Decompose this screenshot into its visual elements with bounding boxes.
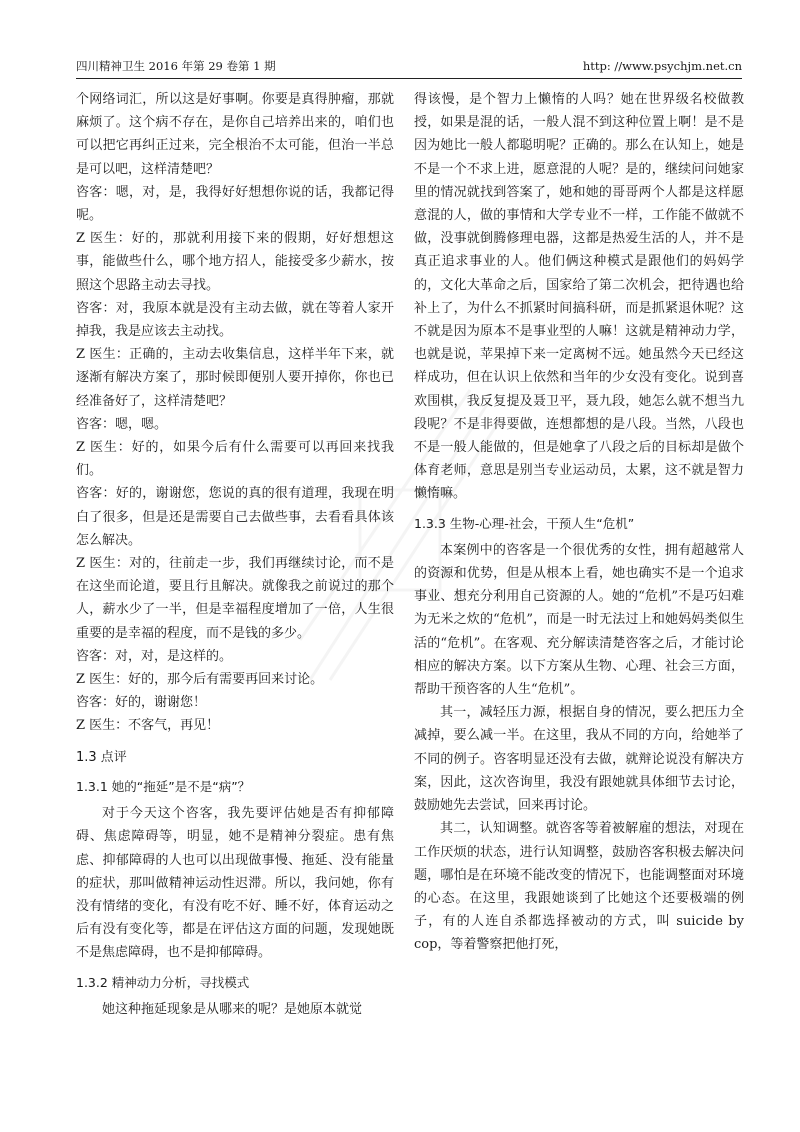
subsection-heading: 1.3.3 生物-心理-社会，干预人生“危机” — [414, 515, 635, 531]
body-paragraph: 她这种拖延现象是从哪来的呢？是她原本就觉 — [102, 1001, 363, 1017]
body-paragraph: Z 医生：正确的，主动去收集信息，这样半年下来，就逐渐有解决方案了，那时候即便别人要开掉你，你也已经准备好了，这样清楚吧？ — [76, 347, 394, 409]
body-paragraph: Z 医生：对的，往前走一步，我们再继续讨论，而不是在这坐而论道，要且行且解决。就像我之前说过的那个人，薪水少了一半，但是幸福程度增加了一倍，人生很重要的是幸福的程度，而不是钱的多少。 — [76, 556, 394, 641]
body-paragraph: Z 医生：不客气，再见！ — [76, 718, 220, 734]
body-paragraph: Z 医生：好的，那今后有需要再回来讨论。 — [76, 672, 324, 688]
body-paragraph: 咨客：好的，谢谢您，您说的真的很有道理，我现在明白了很多，但是还是需要自己去做些事，去看看具体该怎么解决。 — [76, 486, 394, 548]
section-heading: 1.3 点评 — [76, 749, 127, 765]
body-paragraph: Z 医生：好的，那就利用接下来的假期，好好想想这事，能做些什么，哪个地方招人，能接受多少薪水，按照这个思路主动去寻找。 — [76, 231, 394, 293]
body-paragraph: 本案例中的咨客是一个很优秀的女性，拥有超越常人的资源和优势，但是从根本上看，她也确实不是一个追求事业、想充分利用自己资源的人。她的“危机”不是巧妇难为无米之炊的“危机”，而是一时无法过上和她妈妈类似生活的“危机”。在客观、充分解读清楚咨客之后，才能讨论相应的解决方案。以下方案从生物、心理、社会三方面，帮助干预咨客的人生“危机”。 — [414, 542, 744, 698]
body-paragraph: 对于今天这个咨客，我先要评估她是否有抑郁障碍、焦虑障碍等，明显，她不是精神分裂症。患有焦虑、抑郁障碍的人也可以出现做事慢、拖延、没有能量的症状，那叫做精神运动性迟滞。所以，我问她，你有没有情绪的变化，有没有吃不好、睡不好，体育运动之后有没有变化等，都是在评估这方面的问题，发现她既不是焦虑障碍，也不是抑郁障碍。 — [76, 806, 394, 961]
right-column — [414, 88, 744, 957]
subsection-heading: 1.3.1 她的“拖延”是不是“病”？ — [76, 778, 251, 794]
left-column — [76, 88, 394, 1021]
body-paragraph: 其二，认知调整。就咨客等着被解雇的想法，对现在工作厌烦的状态，进行认知调整，鼓励咨客积极去解决问题，哪怕是在环境不能改变的情况下，也能调整面对环境的心态。在这里，我跟她谈到了比她这个还要极端的例子，有的人连自杀都选择被动的方式，叫 suicide by cop，等着警察把他打死， — [414, 821, 744, 953]
body-paragraph: 咨客：嗯，对，是，我得好好想想你说的话，我都记得呢。 — [76, 184, 394, 224]
page-header — [76, 56, 742, 76]
header-rule — [76, 78, 742, 79]
body-paragraph: 咨客：嗯，嗯。 — [76, 416, 168, 432]
body-paragraph: 其一，减轻压力源，根据自身的情况，要么把压力全减掉，要么减一半。在这里，我从不同的方向，给她举了不同的例子。咨客明显还没有去做，就辩论说没有解决方案，因此，这次咨询里，我没有跟她就具体细节去讨论，鼓励她先去尝试，回来再讨论。 — [414, 705, 744, 814]
body-paragraph: 得该慢，是个智力上懒惰的人吗？她在世界级名校做教授，如果是混的话，一般人混不到这种位置上啊！是不是因为她比一般人都聪明呢？正确的。那么在认知上，她是不是一个不求上进，愿意混的人呢？是的，继续问问她家里的情况就找到答案了，她和她的哥哥两个人都是这样愿意混的人，做的事情和大学专业不一样，工作能不做就不做，没事就倒腾修理电器，这都是热爱生活的人，并不是真正追求事业的人。他们俩这种模式是跟他们的妈妈学的，文化大革命之后，国家给了第二次机会，把待遇也给补上了，为什么不抓紧时间搞科研，而是抓紧退休呢？这不就是因为原本不是事业型的人嘛！这就是精神动力学，也就是说，苹果掉下来一定离树不远。她虽然今天已经这样成功，但在认识上依然和当年的少女没有变化。说到喜欢围棋，我反复提及聂卫平，聂九段，她怎么就不想当九段呢？不是非得要做，连想都想的是八段。当然，八段也不是一般人能做的，但是她拿了八段之后的目标却是做个体育老师，意思是别当专业运动员，太累，这不就是智力懒惰嘛。 — [414, 92, 744, 502]
body-paragraph: 个网络词汇，所以这是好事啊。你要是真得肿瘤，那就麻烦了。这个病不存在，是你自己培养出来的，咱们也可以把它再纠正过来，完全根治不太可能，但治一半总是可以吧，这样清楚吧？ — [76, 92, 394, 177]
journal-citation: 四川精神卫生 2016 年第 29 卷第 1 期 — [76, 59, 276, 73]
body-paragraph: 咨客：对，我原本就是没有主动去做，就在等着人家开掉我，我是应该去主动找。 — [76, 300, 394, 340]
body-paragraph: 咨客：好的，谢谢您！ — [76, 695, 207, 711]
subsection-heading: 1.3.2 精神动力分析，寻找模式 — [76, 974, 250, 990]
body-paragraph: Z 医生：好的，如果今后有什么需要可以再回来找我们。 — [76, 440, 394, 479]
journal-url[interactable]: http: //www.psychjm.net.cn — [582, 59, 742, 73]
body-paragraph: 咨客：对，对，是这样的。 — [76, 648, 233, 664]
